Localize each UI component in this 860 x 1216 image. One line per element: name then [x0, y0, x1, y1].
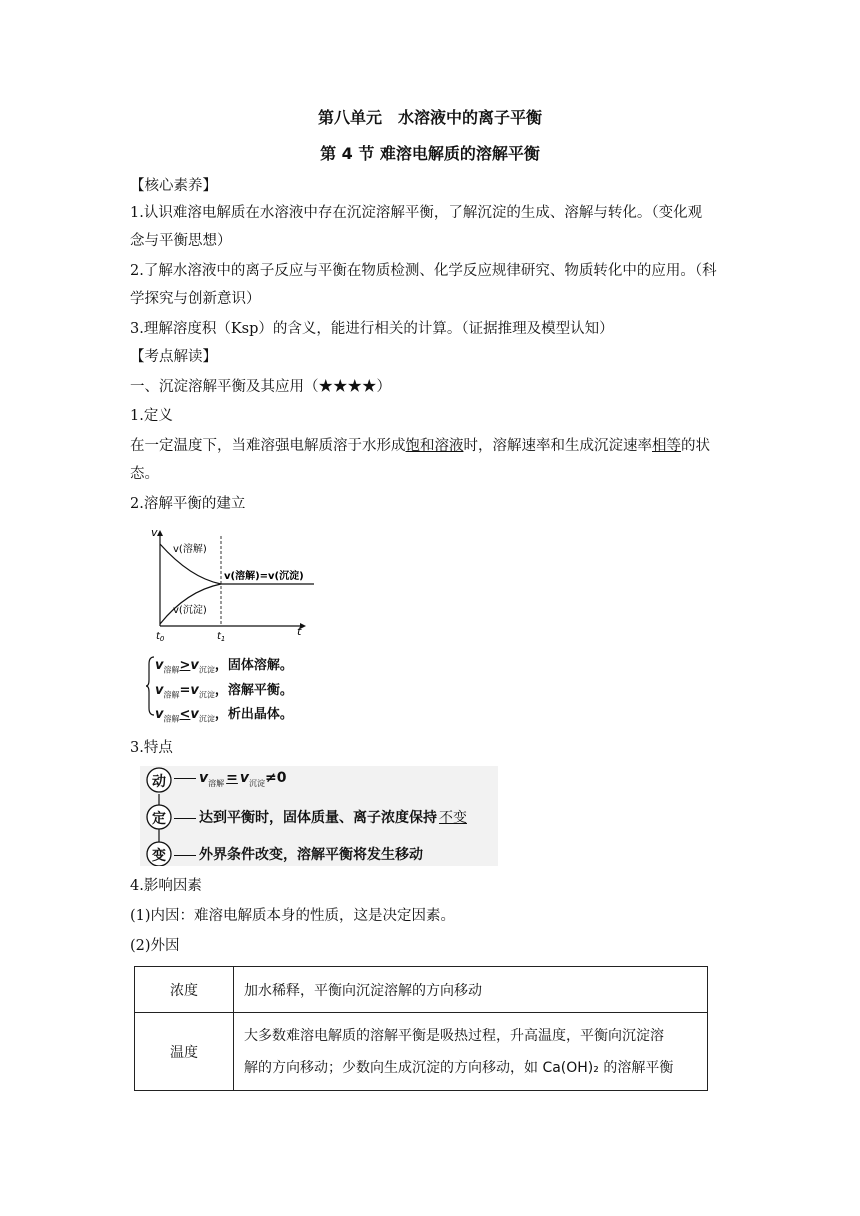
reading-heading: 【考点解读】	[130, 349, 217, 365]
factor-desc-concentration: 加水稀释，平衡向沉淀溶解的方向移动	[234, 967, 708, 1013]
feature-fixed-badge: 定	[152, 811, 166, 827]
definition-line-1	[130, 436, 710, 456]
definition-text-b: 时，溶解速率和生成沉淀速率	[463, 438, 652, 454]
dissolve-rate-label: v(溶解)	[173, 544, 207, 555]
relation-row-dissolve: $v_{溶解}>v_{沉淀}$，固体溶解。	[155, 658, 293, 675]
feature-change-text: 外界条件改变，溶解平衡将发生移动	[171, 844, 423, 864]
core-item-1b: 念与平衡思想）	[130, 233, 232, 249]
definition-heading: 1.定义	[130, 408, 173, 424]
definition-text-a: 在一定温度下，当难溶强电解质溶于水形成	[130, 438, 406, 454]
feature-fixed-text: 达到平衡时，固体质量、离子浓度保持 不变	[171, 807, 467, 827]
factors-heading: 4.影响因素	[130, 878, 202, 894]
rate-time-graph	[146, 522, 326, 646]
brace-icon	[145, 656, 155, 716]
factor-key-concentration: 浓度	[135, 967, 234, 1013]
section-title: 第 4 节 难溶电解质的溶解平衡	[320, 144, 540, 163]
core-heading: 【核心素养】	[130, 178, 217, 194]
internal-factor: (1)内因：难溶电解质本身的性质，这是决定因素。	[130, 908, 456, 924]
precipitate-rate-label: v(沉淀)	[173, 605, 207, 616]
establishment-heading: 2.溶解平衡的建立	[130, 496, 246, 512]
features-panel	[140, 766, 498, 866]
factor-desc-temperature: 大多数难溶电解质的溶解平衡是吸热过程，升高温度，平衡向沉淀溶 解的方向移动；少数向生成沉淀的方向移动，如 Ca(OH)₂ 的溶解平衡	[234, 1013, 708, 1091]
feature-change-badge: 变	[152, 848, 166, 864]
x-axis-label: t	[297, 625, 302, 638]
equal-term: 相等	[652, 438, 681, 454]
relation-row-equilibrium: $v_{溶解}=v_{沉淀}$，溶解平衡。	[155, 682, 293, 700]
t0-label: $t_0$	[156, 631, 165, 643]
relation-row-crystallize: $v_{溶解}<v_{沉淀}$，析出晶体。	[155, 707, 293, 724]
table-row	[135, 1013, 708, 1091]
external-factors-table	[134, 966, 708, 1091]
external-factor-heading: (2)外因	[130, 938, 180, 954]
core-item-3: 3.理解溶度积（Ksp）的含义，能进行相关的计算。（证据推理及模型认知）	[130, 321, 614, 337]
feature-dynamic-text: $v_{溶解} = v_{沉淀}\ne 0$	[171, 770, 287, 789]
core-item-2b: 学探究与创新意识）	[130, 291, 261, 307]
core-item-1a: 1.认识难溶电解质在水溶液中存在沉淀溶解平衡，了解沉淀的生成、溶解与转化。（变化观	[130, 205, 703, 221]
equilibrium-label: v(溶解)=v(沉淀)	[224, 571, 304, 582]
feature-dynamic-badge: 动	[152, 774, 166, 790]
factor-key-temperature: 温度	[135, 1013, 234, 1091]
saturated-solution-term: 饱和溶液	[405, 438, 464, 454]
definition-line-2: 态。	[130, 466, 159, 482]
features-heading: 3.特点	[130, 740, 173, 756]
core-item-2a: 2.了解水溶液中的离子反应与平衡在物质检测、化学反应规律研究、物质转化中的应用。（科	[130, 263, 717, 279]
definition-text-c: 的状	[681, 438, 710, 454]
y-axis-label: v	[151, 526, 158, 539]
part-one-heading: 一、沉淀溶解平衡及其应用（★★★★）	[130, 379, 391, 395]
table-row	[135, 967, 708, 1013]
unit-title: 第八单元 水溶液中的离子平衡	[317, 108, 542, 127]
t1-label: $t_1$	[217, 631, 226, 643]
rate-relations	[155, 656, 293, 730]
